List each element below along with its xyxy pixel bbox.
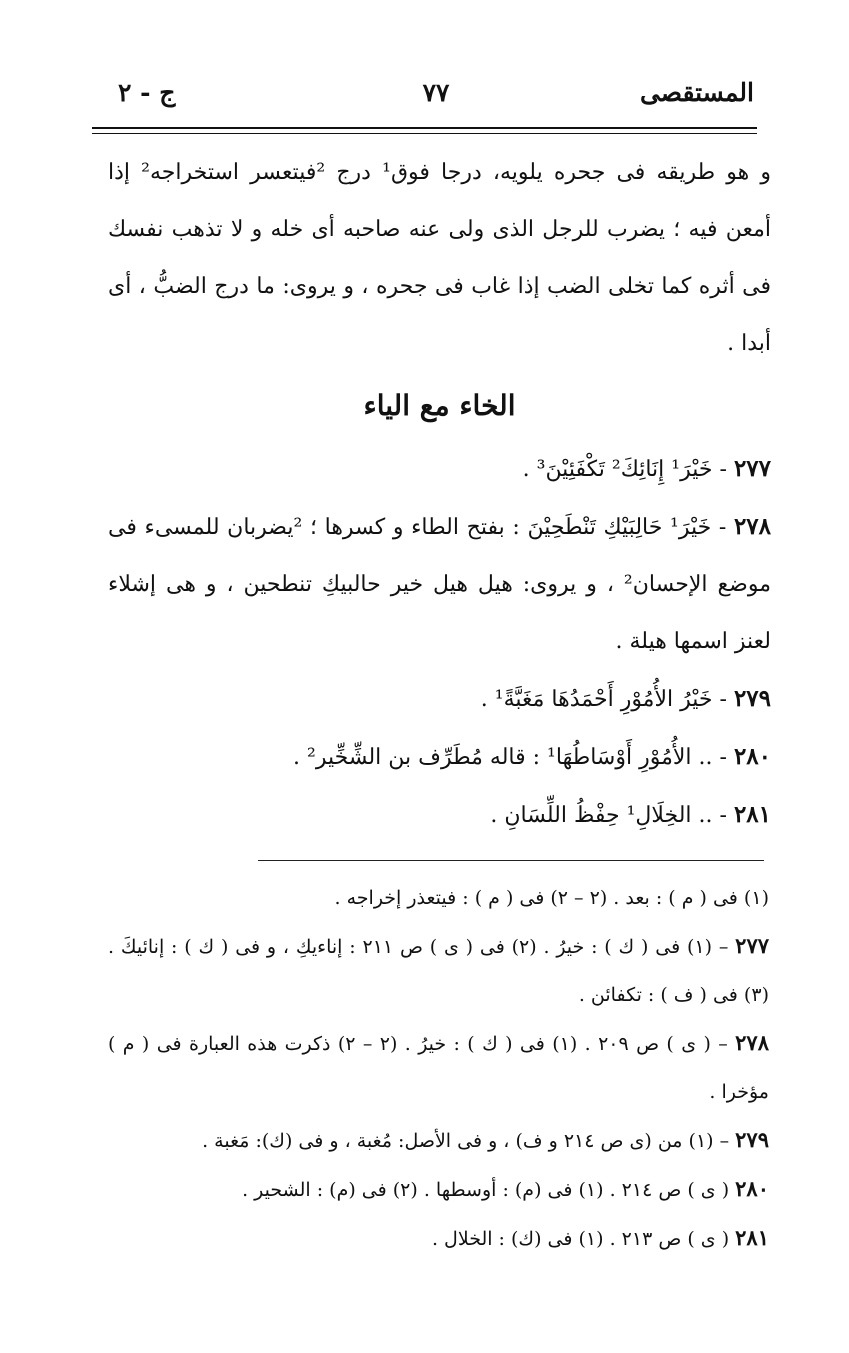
intro-paragraph: و هو طريقه فى جحره يلويه، درجا فوق¹ درج ²فيتعسر استخراجه² إذا أمعن فيه ؛ يضرب للرجل الذى ولى عنه صاحبه أى خله و لا تذهب نفسك فى أثره كما تخلى الضب إذا غاب فى جحره ، و يروى: ما درج الضبُّ ، أى أبدا . (108, 160, 772, 356)
footnote-text: – ( ى ) ص ٢٠٩ . (١) فى ( ك ) : خيرُ . (٢ – ٢) ذكرت هذه العبارة فى ( م ) مؤخرا . (108, 1033, 769, 1103)
footnote (108, 1165, 769, 1214)
footnote-number: ٢٨٠ (735, 1176, 769, 1201)
page-header (118, 78, 754, 118)
volume-label: ج - ٢ (118, 78, 176, 107)
entry-number: ٢٨٠ (733, 743, 771, 770)
section-heading: الخاء مع الياء (363, 389, 516, 422)
proverb-entry (108, 728, 771, 786)
footnote-number: ٢٧٨ (735, 1030, 769, 1055)
entry-number: ٢٧٧ (733, 455, 771, 482)
header-rule-thick (92, 127, 757, 129)
footnote-number: ٢٧٩ (735, 1127, 769, 1152)
proverb-entry (108, 786, 771, 844)
footnote-separator (258, 860, 764, 861)
footnote-text: ( ى ) ص ٢١٤ . (١) فى (م) : أوسطها . (٢) فى (م) : الشحير . (242, 1179, 730, 1201)
proverb-entry (108, 440, 771, 498)
page-number: ٧٧ (422, 78, 450, 107)
entry-text: - .. الأُمُوْرِ أَوْسَاطُهَا¹ : قاله مُطَرِّف بن الشِّخِّير² . (293, 745, 727, 770)
footnote-number: ٢٧٧ (735, 933, 770, 958)
entry-text: - .. الخِلَالِ¹ حِفْظُ اللِّسَانِ . (490, 803, 727, 828)
entry-number: ٢٨١ (733, 801, 771, 828)
proverb-entry (108, 670, 771, 728)
footnote-number: ٢٨١ (735, 1225, 769, 1250)
entry-number: ٢٧٩ (733, 685, 771, 712)
footnote-text: – (١) فى ( ك ) : خيرُ . (٢) فى ( ى ) ص ٢١١ : إناءيكِ ، و فى ( ك ) : إنائيكَ . (٣) فى ( ف ) : تكفائن . (108, 936, 769, 1006)
header-rule-thin (92, 133, 757, 134)
entry-text: - خَيْرَ¹ حَالِبَيْكِ تَنْطَحِيْنَ : بفتح الطاء و كسرها ؛ ²يضربان للمسىء فى موضع الإحسان² ، و يروى: هيل هيل خير حالبيكِ تنطحين ، و هى إشلاء لعنز اسمها هيلة . (108, 515, 771, 654)
entry-text: - خَيْرَ¹ إِنَائِكَ² تَكْفَئِيْنَ³ . (522, 457, 727, 482)
book-title: المستقصى (639, 78, 754, 107)
footnote-text: ( ى ) ص ٢١٣ . (١) فى (ك) : الخلال . (431, 1228, 730, 1250)
entry-text: - خَيْرُ الأُمُوْرِ أَحْمَدُهَا مَغَبَّةً¹ . (480, 687, 727, 712)
entry-number: ٢٧٨ (733, 513, 771, 540)
main-text (108, 144, 771, 844)
footnote (108, 873, 769, 922)
footnote (108, 922, 769, 1019)
footnote (108, 1214, 769, 1263)
footnote (108, 1019, 769, 1116)
footnote-text: – (١) من (ى ص ٢١٤ و ف) ، و فى الأصل: مُغبة ، و فى (ك): مَغبة . (202, 1130, 730, 1152)
footnote (108, 1116, 769, 1165)
footnotes (108, 873, 769, 1263)
proverb-entry (108, 498, 771, 670)
footnote-text: (١) فى ( م ) : بعد . (٢ – ٢) فى ( م ) : فيتعذر إخراجه . (334, 887, 769, 909)
